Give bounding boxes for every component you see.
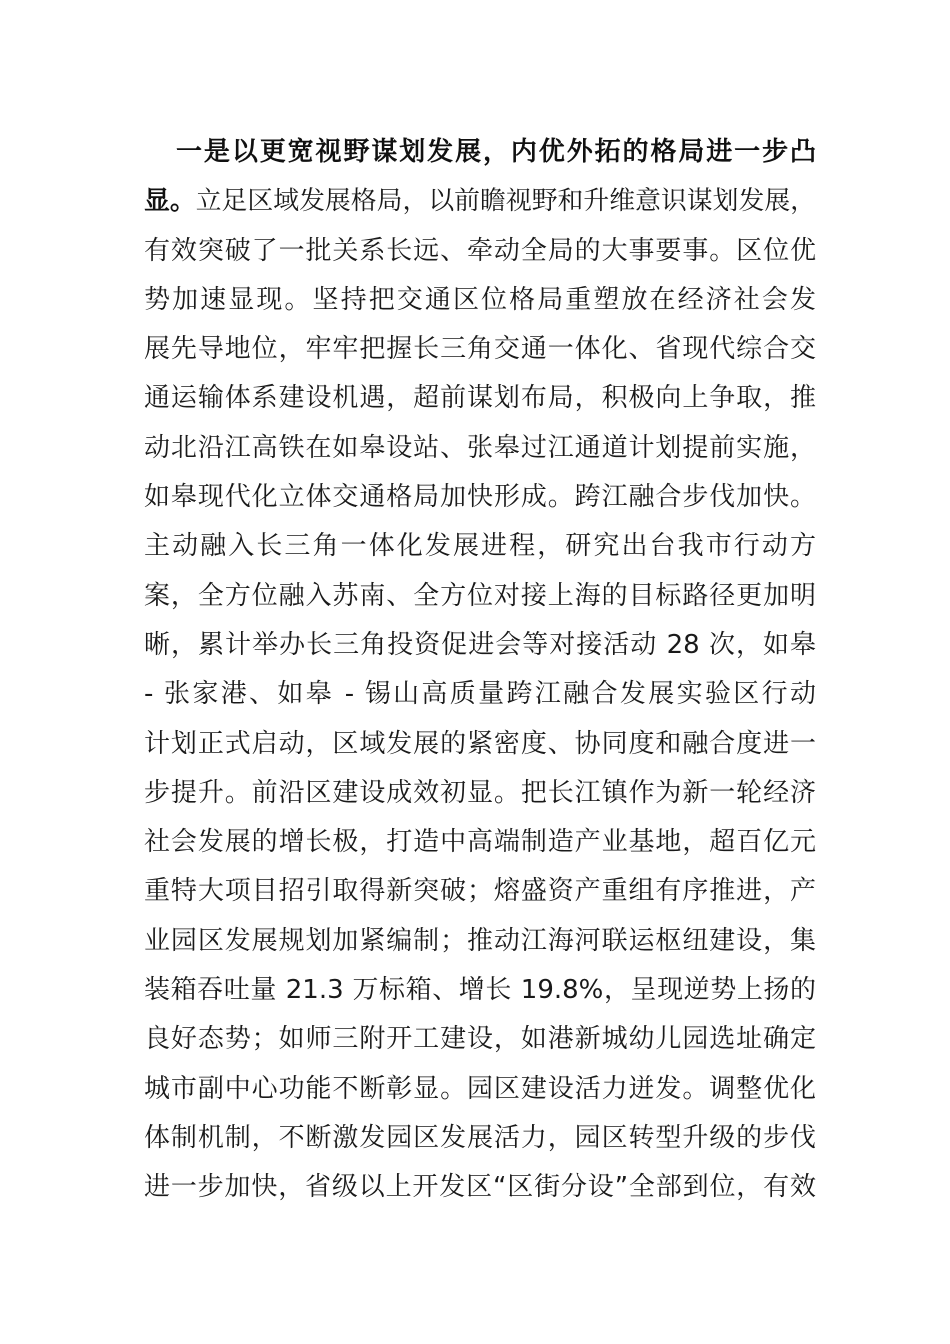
text-line (144, 1065, 816, 1114)
text-line-content: 社会发展的增长极，打造中高端制造产业基地，超百亿元 (144, 827, 816, 858)
text-line (144, 769, 816, 818)
text-line-content: - 张家港、如皋 - 锡山高质量跨江融合发展实验区行动 (144, 679, 816, 710)
text-line (144, 917, 816, 966)
text-line-content: 体制机制，不断激发园区发展活力，园区转型升级的步伐 (144, 1122, 816, 1153)
text-line (144, 522, 816, 571)
text-line-content: 如皋现代化立体交通格局加快形成。跨江融合步伐加快。 (144, 482, 816, 513)
text-line (144, 473, 816, 522)
text-line (144, 966, 816, 1015)
text-line (144, 1015, 816, 1064)
text-line-content: 展先导地位，牢牢把握长三角交通一体化、省现代综合交 (144, 334, 816, 365)
text-line (144, 276, 816, 325)
heading-line (144, 128, 816, 177)
text-line-content: 案，全方位融入苏南、全方位对接上海的目标路径更加明 (144, 580, 816, 611)
text-line (144, 374, 816, 423)
text-line (144, 325, 816, 374)
text-line (144, 1114, 816, 1163)
text-line-content: 步提升。前沿区建设成效初显。把长江镇作为新一轮经济 (144, 777, 816, 808)
text-line-content: 业园区发展规划加紧编制；推动江海河联运枢纽建设，集 (144, 925, 816, 956)
text-line-content: 动北沿江高铁在如皋设站、张皋过江通道计划提前实施， (144, 432, 816, 463)
text-line-content: 有效突破了一批关系长远、牵动全局的大事要事。区位优 (144, 235, 816, 266)
text-line-content: 城市副中心功能不断彰显。园区建设活力迸发。调整优化 (144, 1073, 816, 1104)
paragraph-heading-end: 显。 (144, 186, 196, 217)
text-line (144, 720, 816, 769)
text-line-content: 计划正式启动，区域发展的紧密度、协同度和融合度进一 (144, 728, 816, 759)
text-line-content: 晰，累计举办长三角投资促进会等对接活动 28 次，如皋 (144, 629, 816, 660)
text-line-content: 立足区域发展格局，以前瞻视野和升维意识谋划发展， (195, 186, 816, 217)
text-line (144, 867, 816, 916)
text-line (144, 621, 816, 670)
text-line-content: 装箱吞吐量 21.3 万标箱、增长 19.8%，呈现逆势上扬的 (144, 975, 816, 1006)
text-line-content: 势加速显现。坚持把交通区位格局重塑放在经济社会发 (144, 284, 816, 315)
text-line-content: 主动融入长三角一体化发展进程，研究出台我市行动方 (144, 531, 816, 562)
text-line (144, 670, 816, 719)
text-line (144, 818, 816, 867)
text-line (144, 1163, 816, 1212)
paragraph-heading: 一是以更宽视野谋划发展，内优外拓的格局进一步凸 (176, 137, 816, 167)
text-line-content: 重特大项目招引取得新突破；熔盛资产重组有序推进，产 (144, 876, 816, 907)
text-line (144, 227, 816, 276)
text-line-content: 通运输体系建设机遇，超前谋划布局，积极向上争取，推 (144, 383, 816, 414)
text-line-content: 良好态势；如师三附开工建设，如港新城幼儿园选址确定 (144, 1024, 816, 1055)
text-line (144, 572, 816, 621)
text-line (144, 177, 816, 226)
text-line-content: 进一步加快，省级以上开发区“区街分设”全部到位，有效 (144, 1172, 816, 1203)
body-paragraph (144, 128, 816, 1213)
text-line (144, 424, 816, 473)
